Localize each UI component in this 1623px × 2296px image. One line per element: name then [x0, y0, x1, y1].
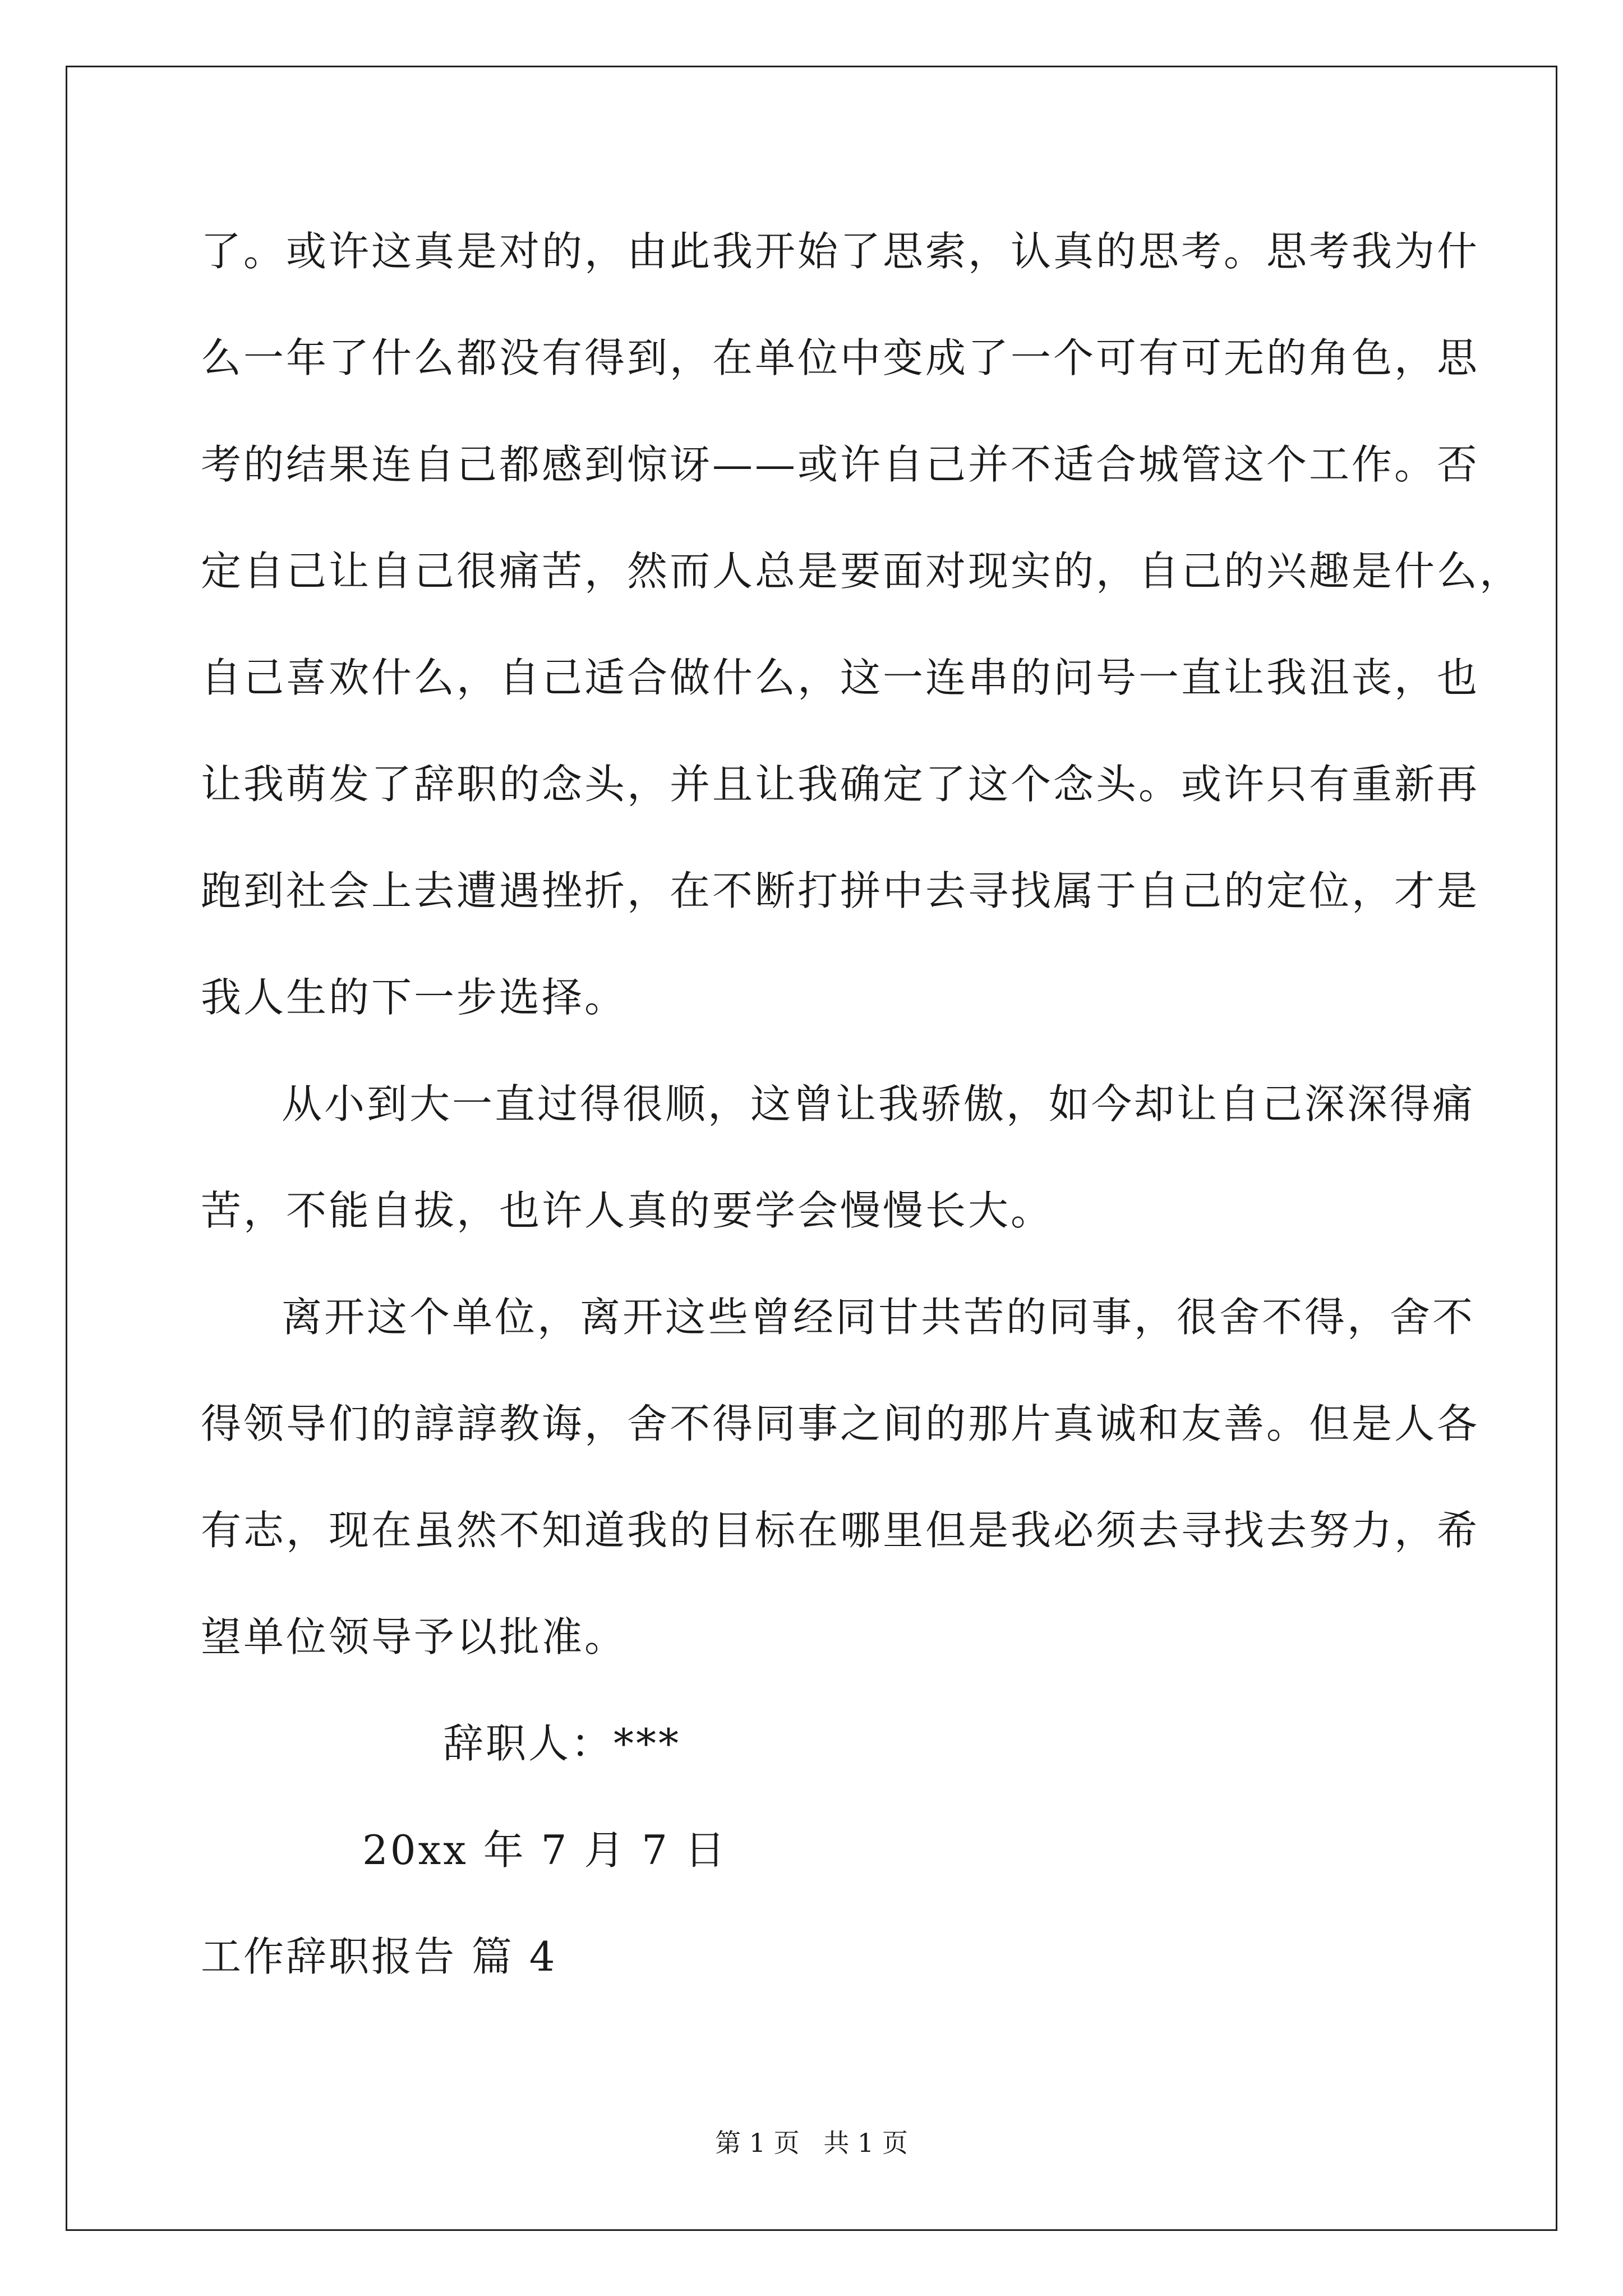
paragraph-3-line-4: 望单位领导予以批准。 [201, 1613, 628, 1660]
paragraph-3-line-3: 有志，现在虽然不知道我的目标在哪里但是我必须去寻找去努力，希 [201, 1507, 1480, 1554]
signature-line: 辞职人：*** [443, 1720, 681, 1767]
paragraph-3-line-2: 得领导们的諄諄教诲，舍不得同事之间的那片真诚和友善。但是人各 [201, 1400, 1480, 1447]
date-line: 20xx 年 7 月 7 日 [362, 1826, 727, 1874]
paragraph-1-line-7: 跑到社会上去遭遇挫折，在不断打拼中去寻找属于自己的定位，才是 [201, 867, 1480, 914]
paragraph-3-line-1: 离开这个单位，离开这些曾经同甘共苦的同事，很舍不得，舍不 [282, 1294, 1476, 1341]
paragraph-2-line-1: 从小到大一直过得很顺，这曾让我骄傲，如今却让自己深深得痛 [282, 1080, 1476, 1128]
page-total: 共 1 页 [823, 2128, 908, 2158]
paragraph-1-line-3: 考的结果连自己都感到惊讶——或许自己并不适合城管这个工作。否 [201, 441, 1480, 488]
section-heading: 工作辞职报告 篇 4 [201, 1933, 557, 1980]
paragraph-2-line-2: 苦，不能自拔，也许人真的要学会慢慢长大。 [201, 1187, 1054, 1234]
paragraph-1-line-5: 自己喜欢什么，自己适合做什么，这一连串的问号一直让我沮丧，也 [201, 654, 1480, 701]
page-border [66, 66, 1557, 2231]
paragraph-1-line-2: 么一年了什么都没有得到，在单位中变成了一个可有可无的角色，思 [201, 334, 1480, 381]
page-number: 第 1 页 [715, 2128, 800, 2158]
page-footer [0, 2126, 1623, 2160]
paragraph-1-line-8: 我人生的下一步选择。 [201, 974, 628, 1021]
paragraph-1-line-6: 让我萌发了辞职的念头，并且让我确定了这个念头。或许只有重新再 [201, 761, 1480, 808]
paragraph-1-line-4: 定自己让自己很痛苦，然而人总是要面对现实的，自己的兴趣是什么， [201, 547, 1523, 595]
paragraph-1-line-1: 了。或许这真是对的，由此我开始了思索，认真的思考。思考我为什 [201, 228, 1480, 275]
